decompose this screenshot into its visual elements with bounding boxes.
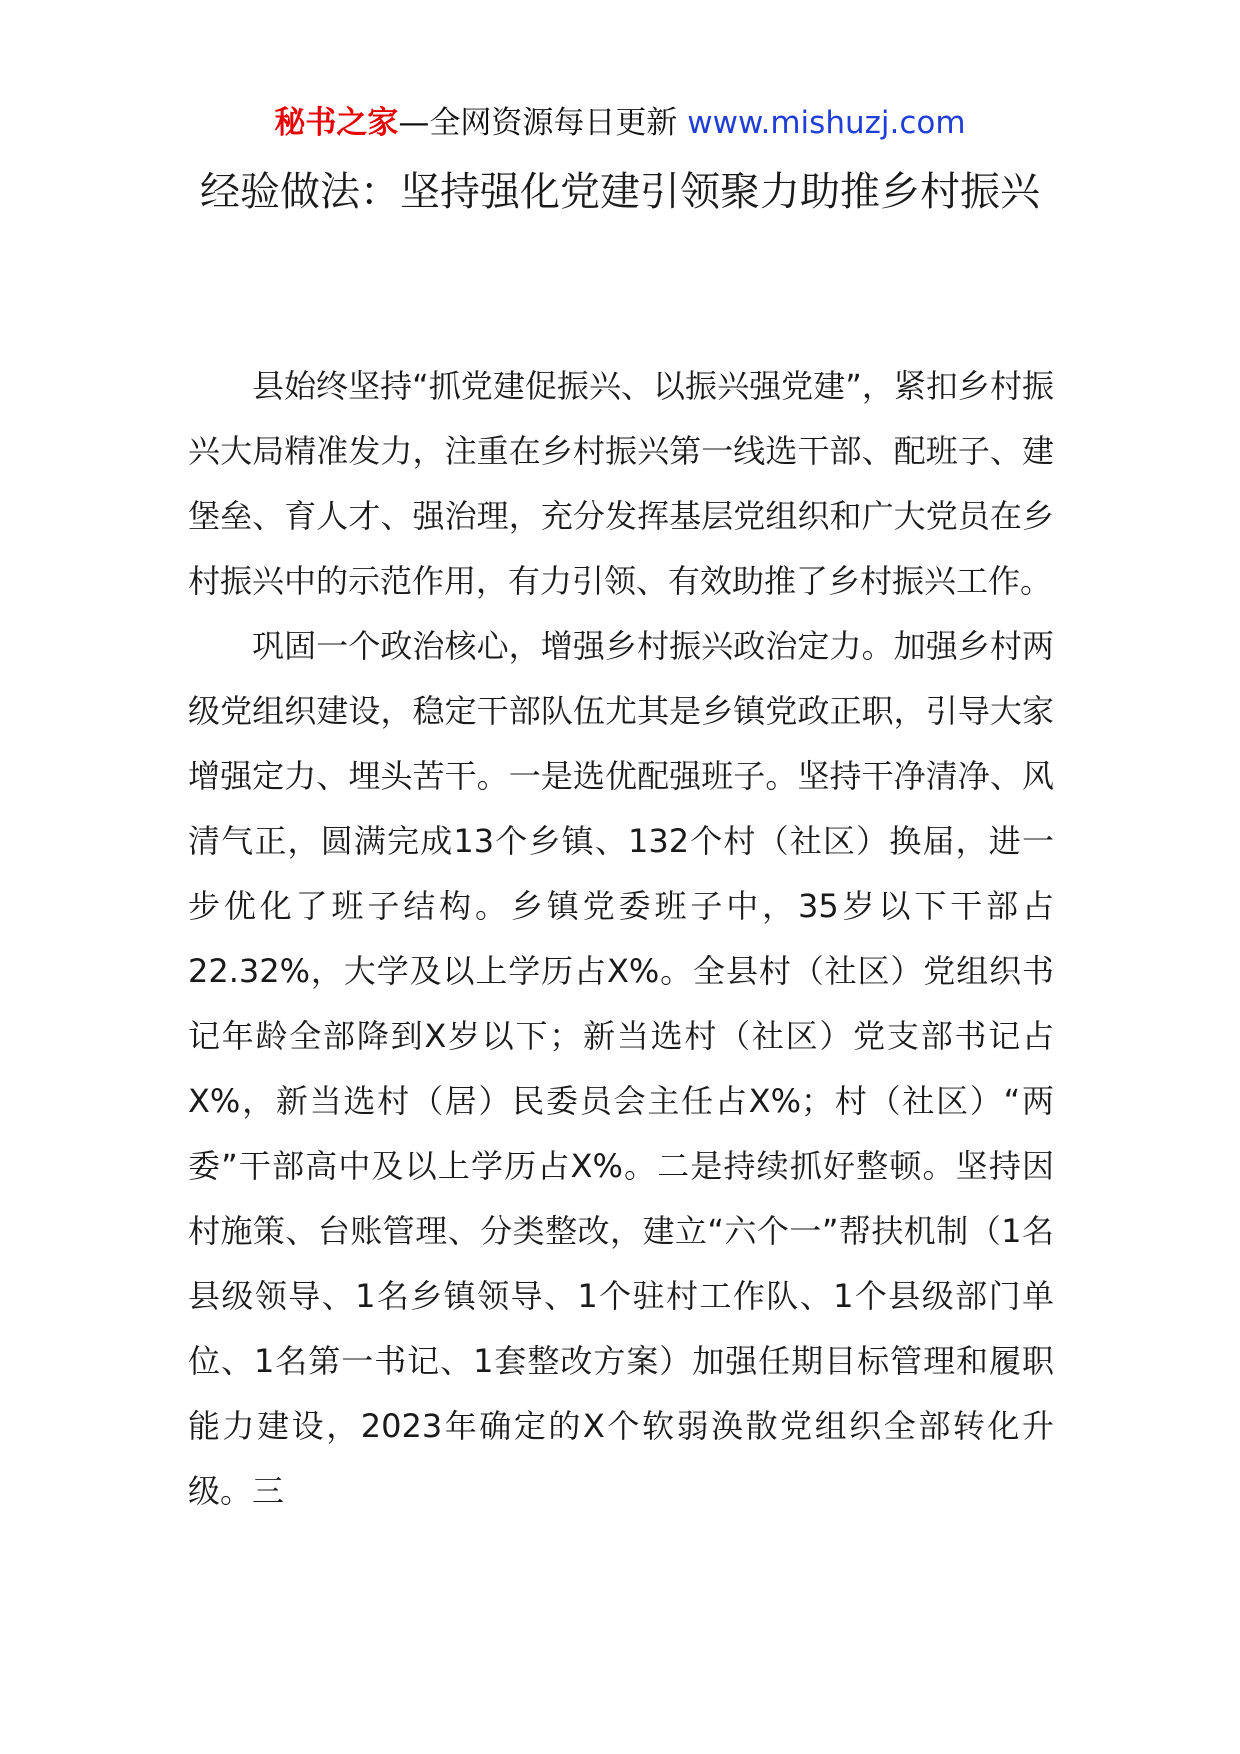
site-tagline: —全网资源每日更新 <box>398 105 678 141</box>
document-title: 经验做法：坚持强化党建引领聚力助推乡村振兴 <box>200 169 1040 215</box>
body-paragraph: 县始终坚持“抓党建促振兴、以振兴强党建”，紧扣乡村振兴大局精准发力，注重在乡村振兴第一线选干部、配班子、建堡垒、育人才、强治理，充分发挥基层党组织和广大党员在乡村振兴中的示范作用，有力引领、有效助推了乡村振兴工作。 <box>188 367 1054 600</box>
site-header <box>0 100 1240 146</box>
body-paragraph: 巩固一个政治核心，增强乡村振兴政治定力。加强乡村两级党组织建设，稳定干部队伍尤其是乡镇党政正职，引导大家增强定力、埋头苦干。一是选优配强班子。坚持干净清净、风清气正，圆满完成13个乡镇、132个村（社区）换届，进一步优化了班子结构。乡镇党委班子中，35岁以下干部占22.32%，大学及以上学历占X%。全县村（社区）党组织书记年龄全部降到X岁以下；新当选村（社区）党支部书记占X%，新当选村（居）民委员会主任占X%；村（社区）“两委”干部高中及以上学历占X%。二是持续抓好整顿。坚持因村施策、台账管理、分类整改，建立“六个一”帮扶机制（1名县级领导、1名乡镇领导、1个驻村工作队、1个县级部门单位、1名第一书记、1套整改方案）加强任期目标管理和履职能力建设，2023年确定的X个软弱涣散党组织全部转化升级。三 <box>188 627 1054 1510</box>
site-url-link[interactable]: www.mishuzj.com <box>687 105 966 141</box>
site-name: 秘书之家 <box>274 105 399 141</box>
document-body <box>188 354 1054 1524</box>
